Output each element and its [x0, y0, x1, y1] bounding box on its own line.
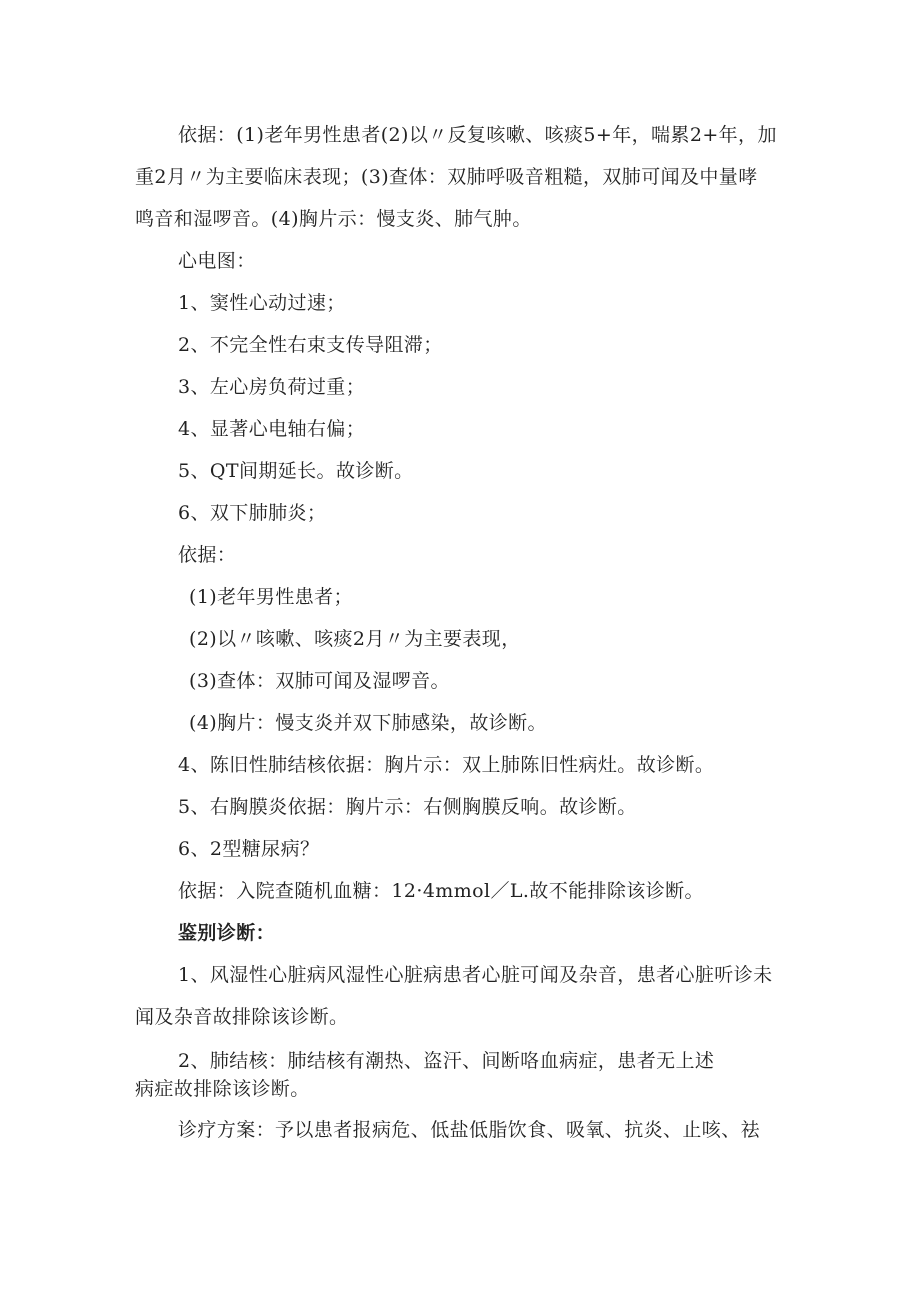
differential-diagnosis-heading: 鉴别诊断：	[178, 922, 276, 944]
basis-paragraph-line-1: 依据：(1)老年男性患者(2)以〃反复咳嗽、咳痰5+年，喘累2+年，加	[178, 124, 777, 146]
basis-item-3: (3)查体：双肺可闻及湿啰音。	[189, 670, 450, 692]
differential-item-2-line-2: 病症故排除该诊断。	[135, 1078, 310, 1100]
differential-item-1-line-2: 闻及杂音故排除该诊断。	[135, 1006, 349, 1028]
ecg-item-3: 3、左心房负荷过重；	[178, 376, 366, 398]
diagnosis-item-5-pleuritis: 5、右胸膜炎依据：胸片示：右侧胸膜反响。故诊断。	[178, 796, 637, 818]
diagnosis-item-4-tuberculosis: 4、陈旧性肺结核依据：胸片示：双上肺陈旧性病灶。故诊断。	[178, 754, 715, 776]
basis-paragraph-line-3: 鸣音和湿啰音。(4)胸片示：慢支炎、肺气肿。	[135, 208, 532, 230]
basis-item-4: (4)胸片：慢支炎并双下肺感染，故诊断。	[189, 712, 547, 734]
treatment-plan-line-1: 诊疗方案：予以患者报病危、低盐低脂饮食、吸氧、抗炎、止咳、祛	[178, 1119, 761, 1141]
basis-item-1: (1)老年男性患者；	[189, 586, 353, 608]
diagnosis-item-6-pneumonia: 6、双下肺肺炎；	[178, 502, 327, 524]
diagnosis-item-6-diabetes: 6、2型糖尿病？	[178, 838, 320, 860]
ecg-heading: 心电图：	[178, 250, 256, 272]
basis-item-2: (2)以〃咳嗽、咳痰2月〃为主要表现，	[189, 628, 521, 650]
ecg-item-4: 4、显著心电轴右偏；	[178, 418, 366, 440]
ecg-item-1: 1、窦性心动过速；	[178, 292, 346, 314]
differential-item-1-line-1: 1、风湿性心脏病风湿性心脏病患者心脏可闻及杂音，患者心脏听诊未	[178, 964, 773, 986]
basis-heading: 依据：	[178, 544, 237, 566]
ecg-item-5: 5、QT间期延长。故诊断。	[178, 460, 414, 482]
diabetes-basis: 依据：入院查随机血糖：12·4mmol／L.故不能排除该诊断。	[178, 880, 704, 902]
ecg-item-2: 2、不完全性右束支传导阻滞；	[178, 334, 443, 356]
basis-paragraph-line-2: 重2月〃为主要临床表现；(3)查体：双肺呼吸音粗糙，双肺可闻及中量哮	[135, 166, 758, 188]
differential-item-2-line-1: 2、肺结核：肺结核有潮热、盗汗、间断咯血病症，患者无上述	[178, 1050, 715, 1072]
